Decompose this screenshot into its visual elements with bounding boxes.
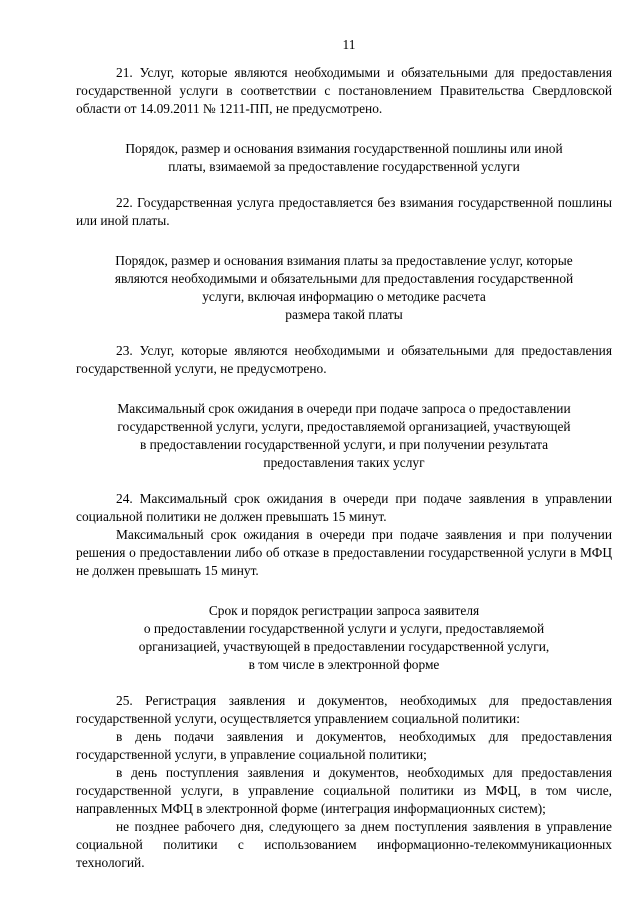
heading-queue-time: Максимальный срок ожидания в очереди при подаче запроса о предоставлении государственной услуги, услуги, предоставляемой организацией, участвующей в предоставлении государственной услуги, и при получении результата предоставления таких услуг bbox=[117, 401, 571, 470]
paragraph-25: 25. Регистрация заявления и документов, необходимых для предоставления государственной услуги, осуществляется управлением социальной политики: bbox=[76, 693, 612, 726]
paragraph-25-item-1: в день подачи заявления и документов, необходимых для предоставления государственной услуги, в управление социальной политики; bbox=[76, 729, 612, 762]
paragraph-24: 24. Максимальный срок ожидания в очереди при подаче заявления в управлении социальной политики не должен превышать 15 минут. bbox=[76, 491, 612, 524]
heading-state-fee: Порядок, размер и основания взимания государственной пошлины или иной платы, взимаемой за предоставление государственной услуги bbox=[125, 141, 563, 174]
heading-service-fee: Порядок, размер и основания взимания платы за предоставление услуг, которые являются необходимыми и обязательными для предоставления государственной услуги, включая информацию о методике расчета размера такой платы bbox=[114, 253, 574, 322]
paragraph-24-mfc: Максимальный срок ожидания в очереди при подаче заявления и при получении решения о предоставлении либо об отказе в предоставлении государственной услуги в МФЦ не должен превышать 15 минут. bbox=[76, 527, 612, 578]
paragraph-25-item-2: в день поступления заявления и документов, необходимых для предоставления государственной услуги, в управление социальной политики из МФЦ, в том числе, направленных МФЦ в электронной форме (интеграция информационных систем); bbox=[76, 765, 612, 816]
heading-registration: Срок и порядок регистрации запроса заявителя о предоставлении государственной услуги и услуги, предоставляемой организацией, участвующей в предоставлении государственной услуги, в том числе в электронной форме bbox=[138, 603, 550, 672]
paragraph-21: 21. Услуг, которые являются необходимыми и обязательными для предоставления государственной услуги в соответствии с постановлением Правительства Свердловской области от 14.09.2011 № 1211-ПП, не предусмотрено. bbox=[76, 65, 612, 116]
paragraph-23: 23. Услуг, которые являются необходимыми и обязательными для предоставления государственной услуги, не предусмотрено. bbox=[76, 343, 612, 376]
paragraph-25-item-3: не позднее рабочего дня, следующего за днем поступления заявления в управление социальной политики с использованием информационно-телекоммуникационных технологий. bbox=[76, 819, 612, 870]
paragraph-22: 22. Государственная услуга предоставляется без взимания государственной пошлины или иной платы. bbox=[76, 195, 612, 228]
page-number: 11 bbox=[342, 37, 356, 52]
